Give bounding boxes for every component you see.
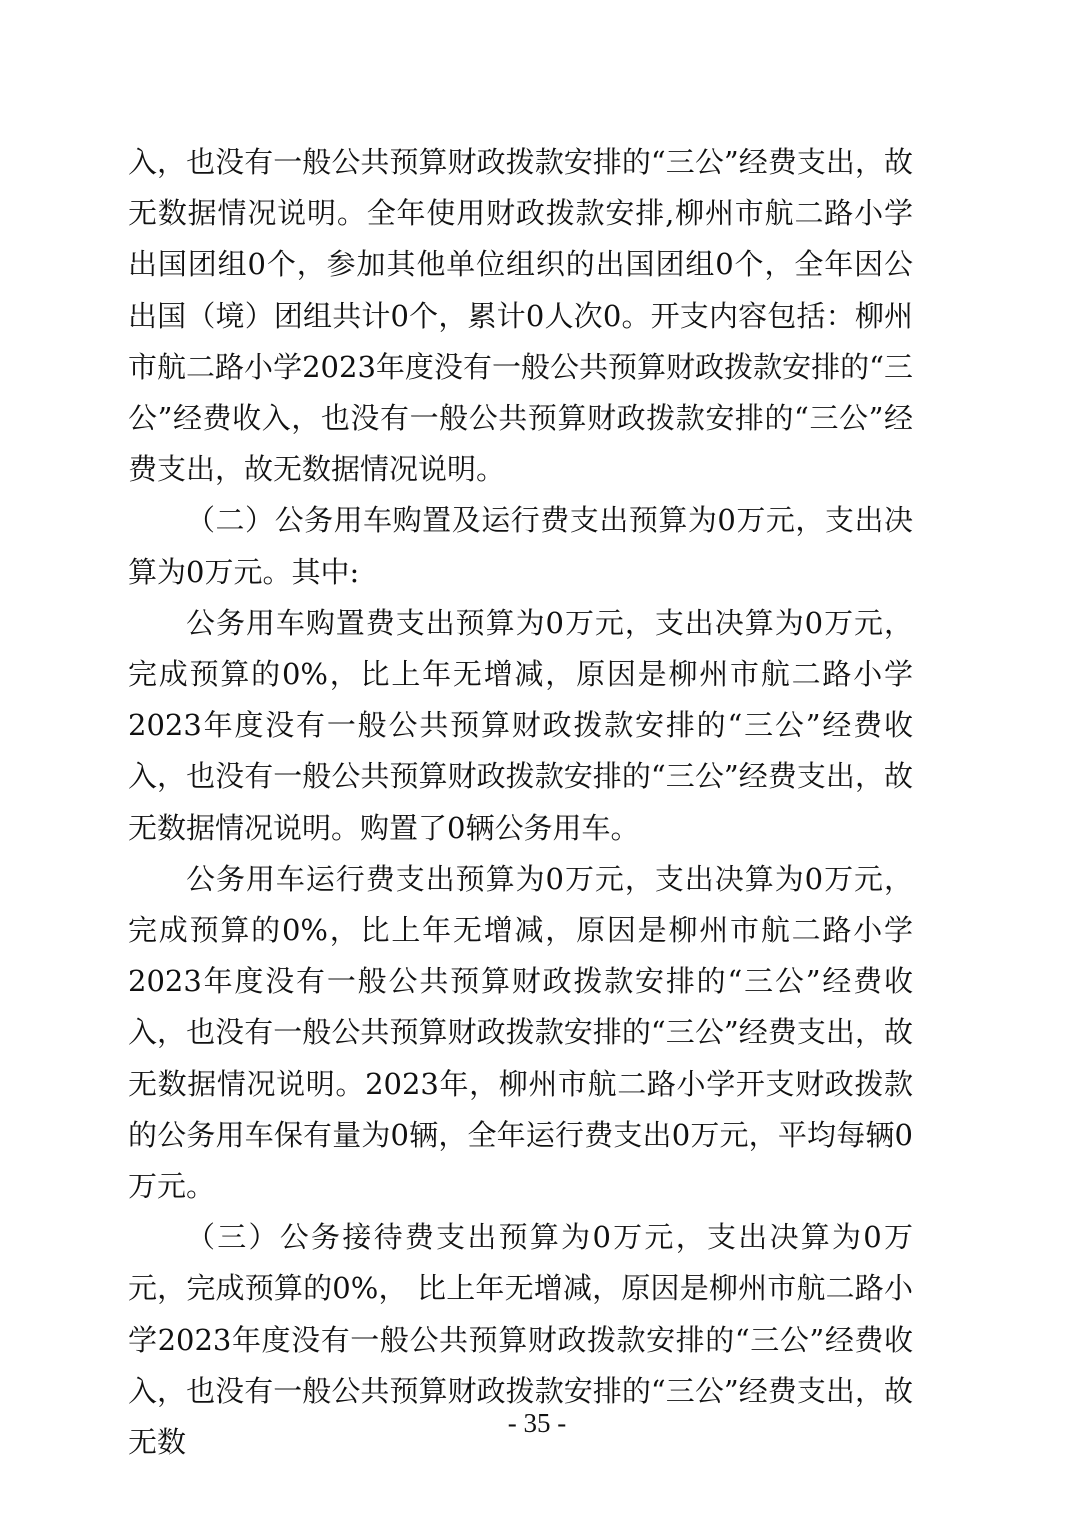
paragraph-reception: （三）公务接待费支出预算为0万元，支出决算为0万元，完成预算的0%， 比上年无增减，原因是柳州市航二路小学2023年度没有一般公共预算财政拨款安排的“三公”经费收入，也没有一般公共预算财政拨款安排的“三公”经费支出，故无数 bbox=[128, 1220, 913, 1460]
paragraph-vehicle-summary: （二）公务用车购置及运行费支出预算为0万元，支出决算为0万元。其中: bbox=[128, 503, 913, 589]
page-number: - 35 - bbox=[507, 1408, 567, 1438]
paragraph-vehicle-purchase: 公务用车购置费支出预算为0万元，支出决算为0万元，完成预算的0%，比上年无增减，原因是柳州市航二路小学2023年度没有一般公共预算财政拨款安排的“三公”经费收入，也没有一般公共预算财政拨款安排的“三公”经费支出，故无数据情况说明。购置了0辆公务用车。 bbox=[128, 605, 913, 845]
body-text bbox=[128, 137, 913, 1468]
paragraph-vehicle-operation: 公务用车运行费支出预算为0万元，支出决算为0万元，完成预算的0%，比上年无增减，原因是柳州市航二路小学2023年度没有一般公共预算财政拨款安排的“三公”经费收入，也没有一般公共预算财政拨款安排的“三公”经费支出，故无数据情况说明。2023年，柳州市航二路小学开支财政拨款的公务用车保有量为0辆，全年运行费支出0万元，平均每辆0万元。 bbox=[128, 861, 913, 1204]
paragraph-continuation: 入，也没有一般公共预算财政拨款安排的“三公”经费支出，故无数据情况说明。全年使用财政拨款安排,柳州市航二路小学出国团组0个，参加其他单位组织的出国团组0个，全年因公出国（境）团组共计0个，累计0人次0。开支内容包括：柳州市航二路小学2023年度没有一般公共预算财政拨款安排的“三公”经费收入，也没有一般公共预算财政拨款安排的“三公”经费支出，故无数据情况说明。 bbox=[128, 145, 913, 487]
